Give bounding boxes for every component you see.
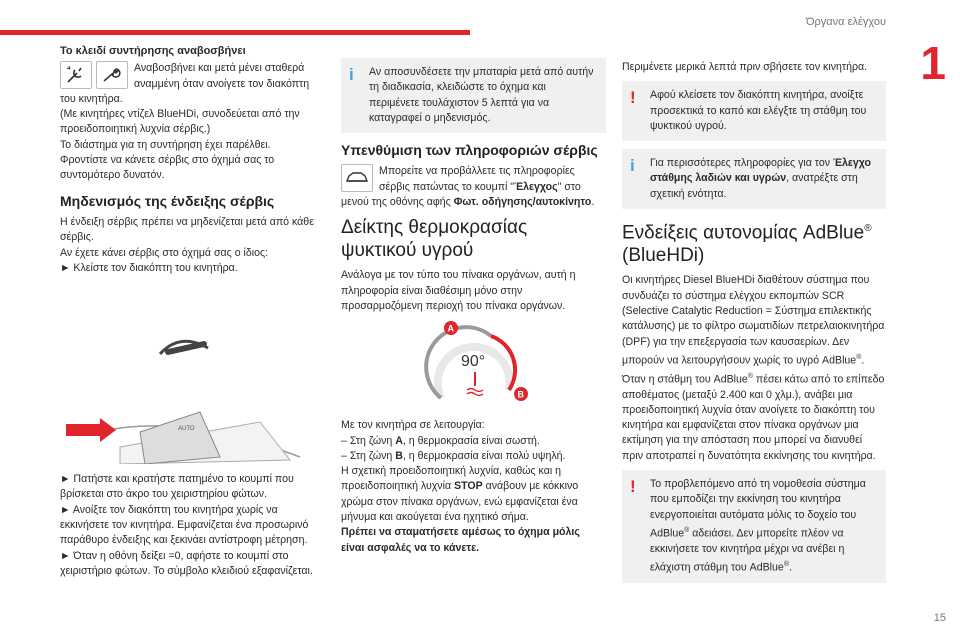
info-icon: i bbox=[349, 65, 354, 84]
must-stop-bold: Πρέπει να σταματήσετε αμέσως το όχημα μόλις είναι ασφαλές να το κάνετε. bbox=[341, 526, 580, 554]
adblue-2-b: πέσει κάτω από το επίπεδο αποθέματος (μεταξύ 2.400 και 0 χλμ.), ανάβει μια προειδοποιητική λυχνία όταν ανοίγετε το διακόπτη του κινητήρα και εμφανίζεται στον πίνακα οργάνων μια εκτίμηση για την απόσταση που μπορεί να διανυθεί πριν αποτραπεί η δυνατότητα εκκίνησης του κινητήρα. bbox=[622, 373, 885, 462]
heading-adblue-text: Ενδείξεις αυτονομίας AdBlue bbox=[622, 222, 865, 244]
chapter-number: 1 bbox=[920, 37, 946, 89]
text-reminder-menu: Φωτ. οδήγησης/αυτοκίνητο bbox=[453, 196, 592, 209]
text-stop bbox=[341, 464, 606, 525]
info-note-battery bbox=[341, 58, 606, 133]
text-running: Με τον κινητήρα σε λειτουργία: bbox=[341, 419, 485, 432]
text-warning-coolant: Αφού κλείσετε τον διακόπτη κινητήρα, ανοίξτε προσεκτικά το καπό και ελέγξτε τη στάθμη του ψυκτικού υγρού. bbox=[650, 89, 867, 132]
info-levels-a: Για περισσότερες πληροφορίες για τον bbox=[650, 157, 833, 170]
marker-a-label: A bbox=[447, 323, 454, 334]
text-must-stop bbox=[341, 525, 606, 556]
heading-reminder: Υπενθύμιση των πληροφοριών σέρβις bbox=[341, 142, 598, 159]
marker-b-label: B bbox=[517, 389, 524, 400]
info-icon: i bbox=[630, 156, 635, 176]
service-icons bbox=[60, 61, 128, 89]
text-reminder-check: Έλεγχος bbox=[514, 180, 558, 193]
warning-note-adblue bbox=[622, 470, 886, 583]
warn-adblue-a: Το προβλεπόμενο από τη νομοθεσία σύστημα που εμποδίζει την εκκίνηση του κινητήρα ενεργοποιείται αυτόματα μόλις το δοχείο του AdBlue bbox=[650, 478, 866, 540]
warn-adblue-b: αδειάσει. Δεν μπορείτε πλέον να εκκινήσετε τον κινητήρα μέχρι να ανέβει η ελάχιστη στάθμη του AdBlue bbox=[650, 527, 845, 574]
warn-adblue-sup: ® bbox=[684, 526, 690, 534]
stop-word: STOP bbox=[454, 480, 483, 493]
zone-b-letter: B bbox=[395, 449, 403, 462]
text-reset-1: Η ένδειξη σέρβις πρέπει να μηδενίζεται μετά από κάθε σέρβις. bbox=[60, 215, 314, 244]
gauge-value: 90° bbox=[461, 353, 486, 371]
text-adblue-1 bbox=[622, 273, 886, 368]
heading-adblue-bluehdi: (BlueHDi) bbox=[622, 245, 705, 267]
bullet-3: ► Ανοίξτε τον διακόπτη του κινητήρα χωρίς να εκκινήσετε τον κινητήρα. Εμφανίζεται ένα προσωρινό παράθυρο ένδειξης και ξεκινάει αντίστροφη μέτρηση. bbox=[60, 503, 309, 547]
column-1 bbox=[60, 44, 322, 579]
warn-adblue-c: . bbox=[788, 561, 792, 574]
red-arrow-icon bbox=[66, 418, 116, 442]
column-2 bbox=[341, 52, 606, 556]
adblue-2-sup: ® bbox=[747, 372, 753, 380]
text-reminder-c: " στο μενού της οθόνης αφής bbox=[341, 180, 581, 209]
text-bluehdi: (Με κινητήρες ντίζελ BlueHDi, συνοδεύεται από την προειδοποιητική λυχνία σέρβις.) bbox=[60, 108, 300, 136]
text-zone-a bbox=[341, 434, 606, 449]
warning-icon: ! bbox=[630, 477, 636, 497]
car-icon bbox=[341, 164, 373, 192]
bullet-2: ► Πατήστε και κρατήστε πατημένο το κουμπί που βρίσκεται στο άκρο του χειριστηρίου φώτων. bbox=[60, 473, 294, 501]
text-zone-b bbox=[341, 449, 606, 464]
text-reset-2: Αν έχετε κάνει σέρβις στο όχημά σας ο ίδιος: bbox=[60, 246, 269, 259]
text-service-key: Αναβοσβήνει και μετά μένει σταθερά αναμμένη όταν ανοίγετε τον διακόπτη του κινητήρα. bbox=[60, 62, 310, 105]
text-note-battery: Αν αποσυνδέσετε την μπαταρία μετά από αυτήν τη διαδικασία, κλειδώστε το όχημα και περιμένετε τουλάχιστον 5 λεπτά για να καταγραφεί ο μηδενισμός. bbox=[369, 66, 594, 124]
warning-icon: ! bbox=[630, 88, 636, 108]
adblue-2-a: Όταν η στάθμη του AdBlue bbox=[622, 373, 748, 386]
text-adblue-2 bbox=[622, 369, 886, 464]
heading-adblue-sup: ® bbox=[864, 223, 872, 235]
light-stalk-figure bbox=[60, 282, 322, 464]
heading-coolant: Δείκτης θερμοκρασίας ψυκτικού υγρού bbox=[341, 217, 528, 262]
warn-adblue-sup2: ® bbox=[783, 561, 789, 569]
text-reminder bbox=[341, 164, 606, 210]
wrench-icon bbox=[60, 61, 92, 89]
bullet-4: ► Όταν η οθόνη δείξει =0, αφήστε το κουμπί στο χειριστήριο φώτων. Το σύμβολο κλειδιού εξαφανίζεται. bbox=[60, 549, 313, 577]
adblue-1-text: Οι κινητήρες Diesel BlueHDi διαθέτουν σύστημα που συνδυάζει το σύστημα ελέγχου εκπομπών SCR (Selective Catalytic Reduction = Σύστημα επιλεκτικής κατάλυσης) με το φίλτρο σωματιδίων πετρελαιοκινητήρα (DPF) για την επεξεργασία των καυσαερίων. Δεν μπορούν να λειτουργήσουν χωρίς το υγρό AdBlue bbox=[622, 274, 885, 367]
header-title: Όργανα ελέγχου bbox=[806, 16, 886, 28]
zone-a-post: , η θερμοκρασία είναι σωστή. bbox=[402, 434, 540, 447]
page-number: 15 bbox=[933, 612, 946, 624]
zone-a-letter: A bbox=[395, 434, 403, 447]
coolant-gauge-figure bbox=[341, 320, 606, 410]
adblue-1-sup: ® bbox=[856, 353, 862, 361]
service-key-icon bbox=[96, 61, 128, 89]
top-accent-bar bbox=[0, 30, 470, 35]
info-levels-c: , ανατρέξτε στη σχετική ενότητα. bbox=[650, 172, 858, 200]
info-note-levels bbox=[622, 149, 886, 209]
stop-a: Η σχετική προειδοποιητική λυχνία, καθώς και η προειδοποιητική λυχνία bbox=[341, 465, 562, 493]
info-levels-link: Έλεγχο στάθμης λαδιών και υγρών bbox=[650, 157, 871, 185]
text-reminder-a: Μπορείτε να προβάλλετε τις πληροφορίες σέρβις πατώντας το κουμπί " bbox=[379, 165, 575, 193]
stalk-label: AUTO bbox=[178, 426, 195, 433]
heading-service-key: Το κλειδί συντήρησης αναβοσβήνει bbox=[60, 45, 246, 57]
text-exceeded: Το διάστημα για τη συντήρηση έχει παρέλθει. bbox=[60, 138, 271, 151]
bullet-1: ► Κλείστε τον διακόπτη του κινητήρα. bbox=[60, 261, 238, 274]
text-reminder-e: . bbox=[591, 196, 595, 209]
adblue-1-end: . bbox=[861, 354, 865, 367]
zone-b-pre: – Στη ζώνη bbox=[341, 449, 396, 462]
coolant-temp-icon bbox=[467, 372, 483, 396]
car-icon-row bbox=[341, 164, 373, 192]
text-coolant: Ανάλογα με τον τύπο του πίνακα οργάνων, αυτή η πληροφορία είναι διαθέσιμη μόνο στην προσαρμοζόμενη περιοχή του πίνακα οργάνων. bbox=[341, 269, 576, 312]
heading-reset: Μηδενισμός της ένδειξης σέρβις bbox=[60, 192, 275, 209]
zone-b-post: , η θερμοκρασία είναι πολύ υψηλή. bbox=[402, 449, 566, 462]
warning-note-coolant bbox=[622, 81, 886, 141]
heading-adblue bbox=[622, 217, 886, 267]
stop-c: ανάβουν με κόκκινο χρώμα στον πίνακα οργάνων, ενώ εμφανίζεται ένα μήνυμα και ακούγεται ένα ηχητικό σήμα. bbox=[341, 480, 579, 524]
text-wait: Περιμένετε μερικά λεπτά πριν σβήσετε τον κινητήρα. bbox=[622, 61, 868, 73]
zone-a-pre: – Στη ζώνη bbox=[341, 434, 396, 447]
column-3 bbox=[622, 60, 886, 591]
text-advice: Φροντίστε να κάνετε σέρβις στο όχημά σας το συντομότερο δυνατόν. bbox=[60, 154, 275, 182]
